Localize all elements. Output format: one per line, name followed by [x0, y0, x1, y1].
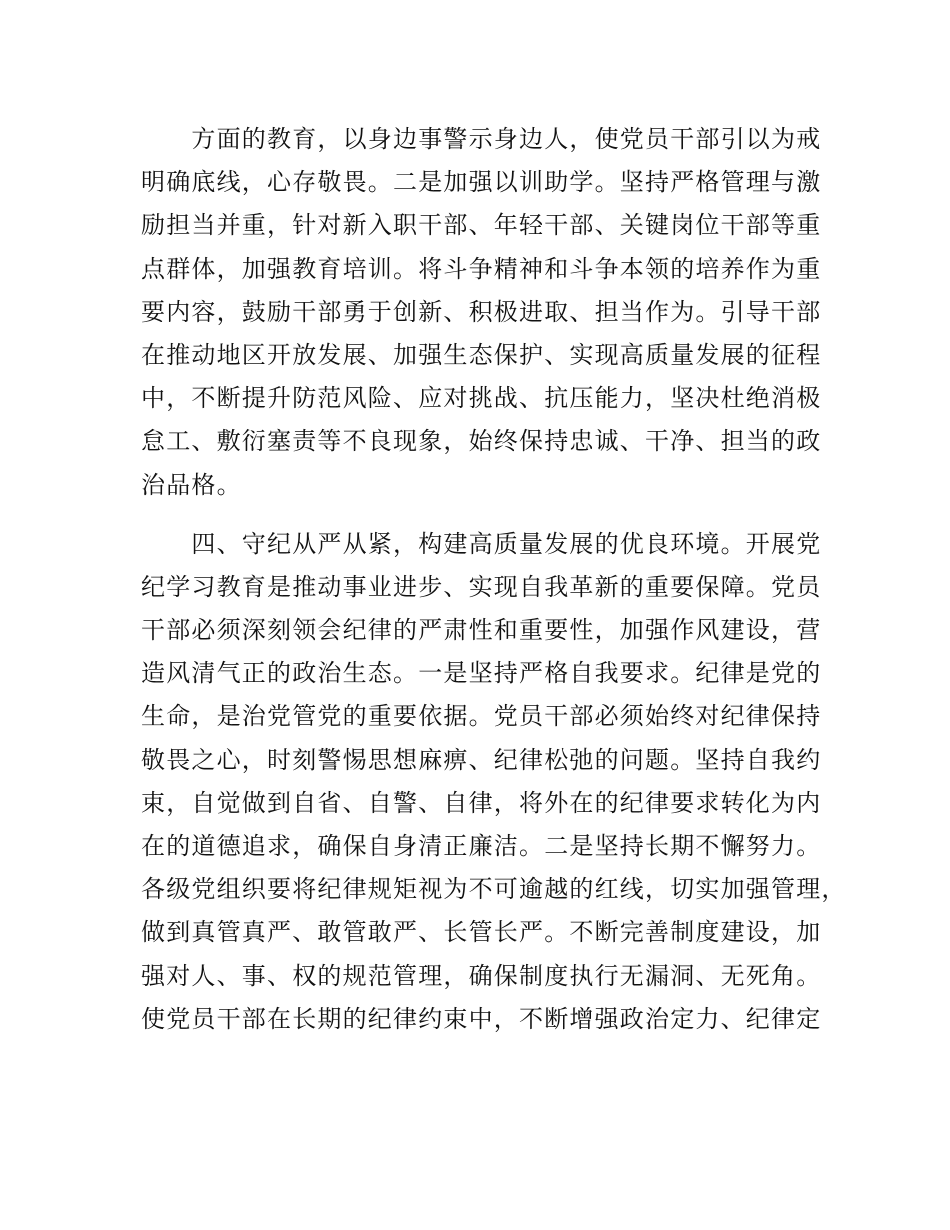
text-line: 怠工、敷衍塞责等不良现象，始终保持忠诚、干净、担当的政: [141, 427, 822, 456]
text-line: 各级党组织要将纪律规矩视为不可逾越的红线，切实加强管理，: [141, 875, 847, 904]
text-line: 方面的教育，以身边事警示身边人，使党员干部引以为戒: [141, 125, 822, 153]
text-line: 做到真管真严、敢管敢严、长管长严。不断完善制度建设，加: [141, 918, 822, 947]
text-line: 束，自觉做到自省、自警、自律，将外在的纪律要求转化为内: [141, 788, 822, 817]
paragraph: [141, 523, 847, 1041]
text-line: 治品格。: [141, 470, 242, 499]
text-line: 点群体，加强教育培训。将斗争精神和斗争本领的培养作为重: [141, 254, 822, 283]
text-line: 造风清气正的政治生态。一是坚持严格自我要求。纪律是党的: [141, 659, 822, 688]
text-line: 干部必须深刻领会纪律的严肃性和重要性，加强作风建设，营: [141, 616, 822, 645]
paragraph: [141, 118, 841, 507]
text-line: 中，不断提升防范风险、应对挑战、抗压能力，坚决杜绝消极: [141, 384, 822, 413]
text-line: 明确底线，心存敬畏。二是加强以训助学。坚持严格管理与激: [141, 168, 822, 197]
paragraph-gap: [141, 507, 841, 523]
text-line: 使党员干部在长期的纪律约束中，不断增强政治定力、纪律定: [141, 1004, 822, 1033]
text-line: 四、守纪从严从紧，构建高质量发展的优良环境。开展党: [141, 529, 822, 558]
text-line: 纪学习教育是推动事业进步、实现自我革新的重要保障。党员: [141, 572, 822, 601]
text-line: 励担当并重，针对新入职干部、年轻干部、关键岗位干部等重: [141, 211, 822, 240]
body-text: [141, 118, 847, 1041]
text-line: 敬畏之心，时刻警惕思想麻痹、纪律松弛的问题。坚持自我约: [141, 745, 822, 774]
text-line: 生命，是治党管党的重要依据。党员干部必须始终对纪律保持: [141, 702, 822, 731]
text-line: 要内容，鼓励干部勇于创新、积极进取、担当作为。引导干部: [141, 297, 822, 326]
text-line: 在推动地区开放发展、加强生态保护、实现高质量发展的征程: [141, 340, 822, 369]
text-line: 在的道德追求，确保自身清正廉洁。二是坚持长期不懈努力。: [141, 832, 822, 860]
text-line: 强对人、事、权的规范管理，确保制度执行无漏洞、无死角。: [141, 961, 822, 990]
